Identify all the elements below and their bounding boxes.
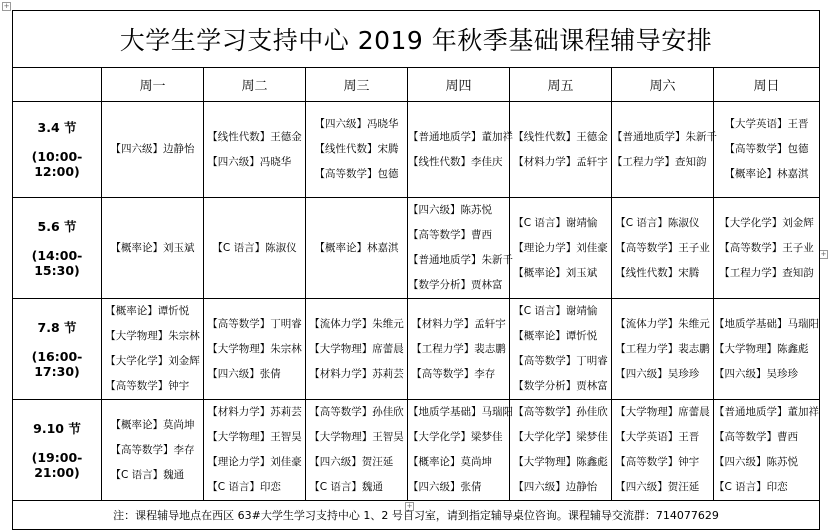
course-list xyxy=(111,236,195,261)
course-cell xyxy=(408,299,510,400)
course-list xyxy=(719,211,814,286)
course-entry: 【概率论】刘玉斌 xyxy=(513,266,598,279)
course-entry: 【大学物理】王智昊 xyxy=(207,431,302,443)
course-entry: 【高等数学】李存 xyxy=(110,443,195,456)
table-move-handle[interactable]: + xyxy=(3,2,10,10)
course-entry: 【普通地质学】董加祥 xyxy=(714,406,820,418)
course-entry: 【高等数学】孙佳欣 xyxy=(309,406,404,418)
course-entry: 【高等数学】丁明睿 xyxy=(513,355,608,367)
course-entry: 【线性代数】王德金 xyxy=(513,130,608,143)
slot-time: (16:00-17:30) xyxy=(31,348,83,379)
course-entry: 【线性代数】王德金 xyxy=(207,130,302,143)
course-cell xyxy=(612,400,714,501)
course-entry: 【四六级】冯晓华 xyxy=(207,155,292,168)
course-cell xyxy=(714,102,820,198)
course-entry: 【线性代数】宋腾 xyxy=(314,143,399,155)
slot-time: (14:00-15:30) xyxy=(31,247,83,278)
course-list xyxy=(212,236,296,261)
course-entry: 【概率论】莫尚坤 xyxy=(110,418,195,431)
course-entry: 【数学分析】贾林富 xyxy=(513,380,608,392)
course-list xyxy=(315,112,399,187)
course-cell xyxy=(204,400,306,501)
course-entry: 【材料力学】孟轩宇 xyxy=(513,155,608,168)
course-entry: 【四六级】边静怡 xyxy=(513,481,598,493)
time-slot-cell xyxy=(13,198,102,299)
course-list xyxy=(111,413,195,488)
slot-period: 7.8 节 xyxy=(37,319,77,335)
footer-note: 注：课程辅导地点在西区 63#大学生学习支持中心 1、2 号自习室，请到指定辅导桌位咨询。课程辅导交流群：714077629 xyxy=(13,501,820,530)
course-entry: 【高等数学】李存 xyxy=(411,367,496,380)
course-list xyxy=(714,312,819,387)
course-entry: 【概率论】林嘉淇 xyxy=(314,241,399,254)
course-cell xyxy=(510,102,612,198)
course-entry: 【大学物理】陈鑫彪 xyxy=(513,456,608,468)
course-entry: 【四六级】张倩 xyxy=(408,481,482,493)
schedule-table xyxy=(12,10,820,530)
page-title: 大学生学习支持中心 2019 年秋季基础课程辅导安排 xyxy=(13,11,820,68)
time-slot-cell xyxy=(13,400,102,501)
course-list xyxy=(513,125,608,175)
course-cell xyxy=(306,400,408,501)
course-cell xyxy=(102,102,204,198)
course-entry: 【四六级】贺汪延 xyxy=(309,456,394,468)
course-entry: 【概率论】谭忻悦 xyxy=(105,305,190,317)
course-entry: 【高等数学】钟宇 xyxy=(615,456,700,468)
course-entry: 【工程力学】查知韵 xyxy=(719,266,814,279)
course-entry: 【四六级】陈苏悦 xyxy=(714,456,799,468)
course-entry: 【四六级】陈苏悦 xyxy=(408,204,492,216)
course-entry: 【高等数学】王子业 xyxy=(615,241,710,254)
course-list xyxy=(309,400,404,500)
time-slot-cell xyxy=(13,299,102,400)
course-entry: 【高等数学】丁明睿 xyxy=(207,317,302,330)
course-list xyxy=(111,137,195,162)
course-cell xyxy=(102,198,204,299)
day-header: 周一 xyxy=(102,68,204,102)
day-header: 周日 xyxy=(714,68,820,102)
course-entry: 【高等数学】包德 xyxy=(724,143,809,155)
course-entry: 【概率论】谭忻悦 xyxy=(513,330,598,342)
course-entry: 【地质学基础】马瑞阳 xyxy=(714,317,820,330)
course-entry: 【大学物理】席蕾晨 xyxy=(309,342,404,355)
course-list xyxy=(513,400,608,500)
course-entry: 【流体力学】朱维元 xyxy=(309,317,404,330)
course-entry: 【概率论】莫尚坤 xyxy=(408,456,492,468)
course-list xyxy=(615,312,710,387)
course-cell xyxy=(102,400,204,501)
course-entry: 【高等数学】钟宇 xyxy=(105,380,190,392)
course-entry: 【理论力学】刘佳豪 xyxy=(513,241,608,254)
day-header: 周三 xyxy=(306,68,408,102)
course-entry: 【C 语言】魏通 xyxy=(309,481,383,493)
course-entry: 【普通地质学】朱新千 xyxy=(612,130,717,143)
course-entry: 【线性代数】李佳庆 xyxy=(408,155,503,168)
course-cell xyxy=(714,198,820,299)
course-list xyxy=(207,125,302,175)
course-entry: 【概率论】刘玉斌 xyxy=(110,241,195,254)
corner-cell xyxy=(13,68,102,102)
course-entry: 【四六级】张倩 xyxy=(207,367,281,380)
course-cell xyxy=(408,198,513,299)
course-entry: 【四六级】贺汪延 xyxy=(615,481,700,493)
course-entry: 【高等数学】包德 xyxy=(314,168,399,180)
course-entry: 【C 语言】谢靖愉 xyxy=(513,305,598,317)
course-entry: 【大学化学】刘金辉 xyxy=(719,216,814,229)
course-list xyxy=(105,299,200,399)
course-list xyxy=(207,400,302,500)
schedule-row xyxy=(13,299,820,400)
course-entry: 【材料力学】苏莉芸 xyxy=(309,367,404,380)
course-entry: 【大学英语】王晋 xyxy=(615,431,700,443)
course-entry: 【C 语言】陈淑仪 xyxy=(212,241,297,254)
course-list xyxy=(615,211,710,286)
course-entry: 【大学物理】朱宗林 xyxy=(105,330,200,342)
course-cell xyxy=(612,299,714,400)
course-entry: 【四六级】冯晓华 xyxy=(314,118,399,130)
course-entry: 【四六级】边静怡 xyxy=(110,143,195,155)
course-cell xyxy=(306,198,408,299)
course-list xyxy=(615,400,710,500)
course-entry: 【高等数学】曹西 xyxy=(714,431,799,443)
course-list xyxy=(714,400,819,500)
course-entry: 【流体力学】朱维元 xyxy=(615,317,710,330)
course-list xyxy=(411,312,506,387)
course-list xyxy=(207,312,302,387)
course-cell xyxy=(204,299,306,400)
course-cell xyxy=(408,400,513,501)
course-cell xyxy=(612,102,717,198)
course-entry: 【高等数学】王子业 xyxy=(719,241,814,254)
day-header: 周四 xyxy=(408,68,510,102)
course-cell xyxy=(612,198,714,299)
course-entry: 【大学物理】朱宗林 xyxy=(207,342,302,355)
slot-period: 9.10 节 xyxy=(33,420,81,436)
slot-period: 3.4 节 xyxy=(37,120,77,135)
course-entry: 【概率论】林嘉淇 xyxy=(724,168,809,180)
course-entry: 【工程力学】裴志鹏 xyxy=(411,342,506,355)
course-entry: 【普通地质学】董加祥 xyxy=(408,130,513,143)
course-entry: 【高等数学】曹西 xyxy=(408,229,492,241)
course-entry: 【C 语言】魏通 xyxy=(110,468,185,481)
time-slot-cell xyxy=(13,102,102,198)
course-entry: 【C 语言】谢靖愉 xyxy=(513,216,598,229)
course-list xyxy=(725,112,809,187)
course-entry: 【C 语言】印恋 xyxy=(207,481,281,493)
course-entry: 【大学物理】王智昊 xyxy=(309,431,404,443)
course-cell xyxy=(510,198,612,299)
course-cell xyxy=(204,198,306,299)
schedule-row xyxy=(13,198,820,299)
course-entry: 【C 语言】印恋 xyxy=(714,481,788,493)
course-entry: 【数学分析】贾林富 xyxy=(408,279,503,291)
course-list xyxy=(612,125,717,175)
course-entry: 【地质学基础】马瑞阳 xyxy=(408,406,513,418)
course-entry: 【工程力学】裴志鹏 xyxy=(615,342,710,355)
course-entry: 【线性代数】宋腾 xyxy=(615,266,700,279)
course-cell xyxy=(714,299,820,400)
course-cell xyxy=(102,299,204,400)
schedule-row xyxy=(13,400,820,501)
course-cell xyxy=(714,400,820,501)
course-list xyxy=(513,211,608,286)
course-entry: 【大学化学】刘金辉 xyxy=(105,355,200,367)
course-entry: 【普通地质学】朱新千 xyxy=(408,254,513,266)
course-list xyxy=(408,198,513,298)
course-entry: 【大学英语】王晋 xyxy=(724,118,809,130)
course-entry: 【C 语言】陈淑仪 xyxy=(615,216,700,229)
course-entry: 【高等数学】孙佳欣 xyxy=(513,406,608,418)
course-cell xyxy=(306,299,408,400)
slot-time: (19:00-21:00) xyxy=(31,449,83,480)
day-header-row xyxy=(13,68,820,102)
course-entry: 【工程力学】查知韵 xyxy=(612,155,707,168)
day-header: 周二 xyxy=(204,68,306,102)
slot-time: (10:00-12:00) xyxy=(31,149,83,179)
day-header: 周六 xyxy=(612,68,714,102)
add-column-handle[interactable]: + xyxy=(820,250,827,258)
course-cell xyxy=(306,102,408,198)
course-entry: 【大学化学】梁梦佳 xyxy=(408,431,503,443)
course-entry: 【大学化学】梁梦佳 xyxy=(513,431,608,443)
schedule-row xyxy=(13,102,820,198)
course-list xyxy=(408,125,513,175)
course-entry: 【大学物理】陈鑫彪 xyxy=(714,342,809,355)
add-row-handle[interactable]: + xyxy=(406,502,413,510)
slot-period: 5.6 节 xyxy=(37,218,77,234)
course-entry: 【材料力学】孟轩宇 xyxy=(411,317,506,330)
course-list xyxy=(309,312,404,387)
course-cell xyxy=(510,299,612,400)
course-list xyxy=(315,236,399,261)
course-entry: 【材料力学】苏莉芸 xyxy=(207,406,302,418)
day-header: 周五 xyxy=(510,68,612,102)
course-cell xyxy=(204,102,306,198)
course-entry: 【四六级】吴珍珍 xyxy=(615,367,700,380)
note-row xyxy=(13,501,820,530)
course-entry: 【四六级】吴珍珍 xyxy=(714,367,799,380)
course-list xyxy=(513,299,608,399)
course-entry: 【理论力学】刘佳豪 xyxy=(207,456,302,468)
course-list xyxy=(408,400,513,500)
course-cell xyxy=(408,102,513,198)
course-entry: 【大学物理】席蕾晨 xyxy=(615,406,710,418)
course-cell xyxy=(510,400,612,501)
